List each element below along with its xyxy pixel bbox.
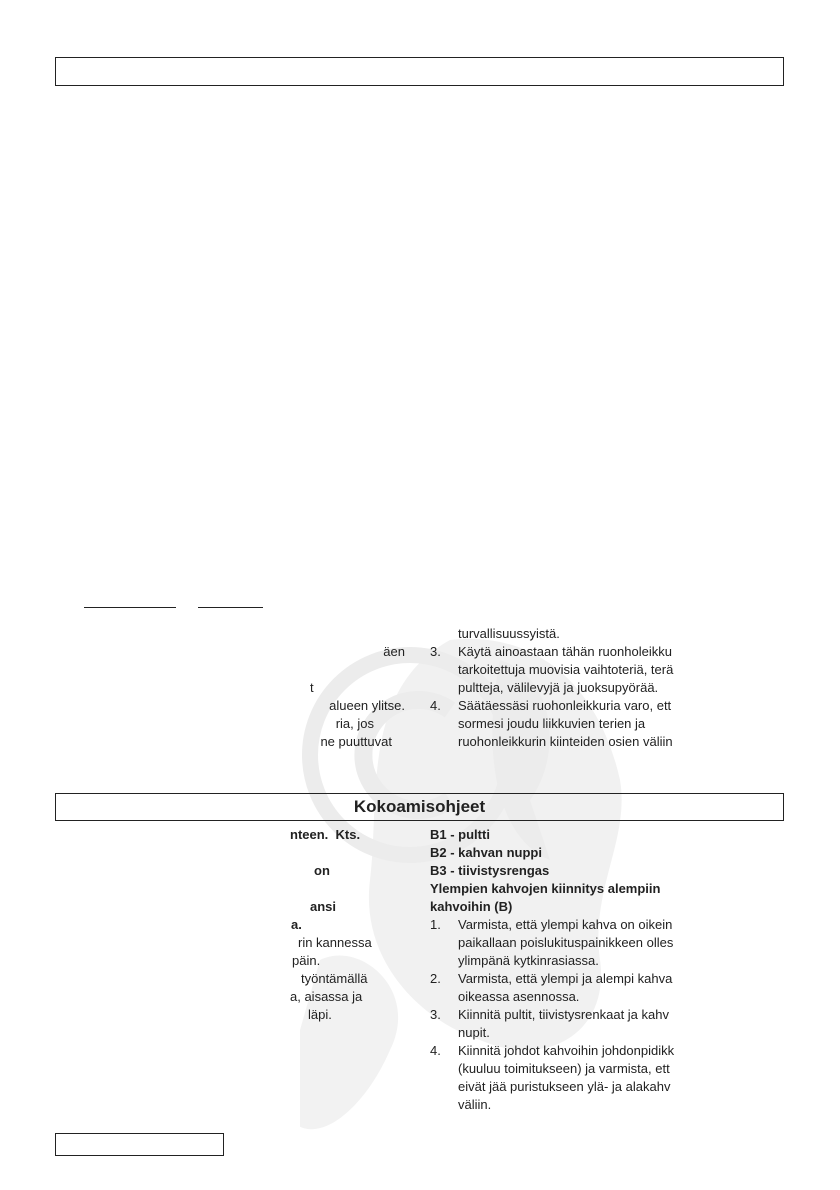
step-number: 3. [430, 1007, 441, 1022]
step-line: eivät jää puristukseen ylä- ja alakahv [458, 1079, 671, 1094]
fragment-line: t [310, 680, 314, 695]
list-item-line: tarkoitettuja muovisia vaihtoteriä, terä [458, 662, 674, 677]
step-line: Varmista, että ylempi kahva on oikein [458, 917, 673, 932]
fragment-line: äen [383, 644, 405, 659]
underline-right [198, 607, 263, 608]
step-line: oikeassa asennossa. [458, 989, 580, 1004]
step-line: paikallaan poislukituspainikkeen olles [458, 935, 674, 950]
fragment-line: rin kannessa [298, 935, 372, 950]
fragment-line: a, aisassa ja [290, 989, 363, 1004]
fragment-line: a. [291, 917, 302, 932]
fragment-line: läpi. [308, 1007, 332, 1022]
list-item-line: Käytä ainoastaan tähän ruonholeikku [458, 644, 672, 659]
footer-box [55, 1133, 224, 1156]
fragment-line: nteen. Kts. [290, 827, 361, 842]
subheading-line: kahvoihin (B) [430, 899, 513, 914]
step-line: Kiinnitä pultit, tiivistysrenkaat ja kahv [458, 1007, 669, 1022]
list-item-number: 3. [430, 644, 441, 659]
parts-list-item: B3 - tiivistysrengas [430, 863, 550, 878]
list-item-line: turvallisuussyistä. [458, 626, 560, 641]
step-line: väliin. [458, 1097, 492, 1112]
fragment-line: ansi [310, 899, 337, 914]
step-line: (kuuluu toimitukseen) ja varmista, ett [458, 1061, 670, 1076]
step-number: 2. [430, 971, 441, 986]
subheading-line: Ylempien kahvojen kiinnitys alempiin [430, 881, 661, 896]
list-item-line: pultteja, välilevyjä ja juoksupyörää. [458, 680, 659, 695]
step-line: Varmista, että ylempi ja alempi kahva [458, 971, 673, 986]
list-item-line: Säätäessäsi ruohonleikkuria varo, ett [458, 698, 672, 713]
underline-left [84, 607, 176, 608]
fragment-line: työntämällä [301, 971, 368, 986]
top-header-box [55, 57, 784, 86]
list-item-number: 4. [430, 698, 441, 713]
section-heading-box [55, 793, 784, 821]
step-number: 1. [430, 917, 441, 932]
list-item-line: sormesi joudu liikkuvien terien ja [458, 716, 646, 731]
fragment-line: alueen ylitse. [329, 698, 405, 713]
list-item-line: ruohonleikkurin kiinteiden osien väliin [458, 734, 673, 749]
step-line: ylimpänä kytkinrasiassa. [458, 953, 599, 968]
parts-list-item: B1 - pultti [430, 827, 490, 842]
section-heading: Kokoamisohjeet [353, 797, 486, 816]
fragment-line: päin. [292, 953, 321, 968]
fragment-line: ria, jos [335, 716, 374, 731]
step-line: nupit. [458, 1025, 490, 1040]
fragment-line: on [314, 863, 330, 878]
step-line: Kiinnitä johdot kahvoihin johdonpidikk [458, 1043, 675, 1058]
step-number: 4. [430, 1043, 441, 1058]
parts-list-item: B2 - kahvan nuppi [430, 845, 542, 860]
fragment-line: ne puuttuvat [320, 734, 392, 749]
